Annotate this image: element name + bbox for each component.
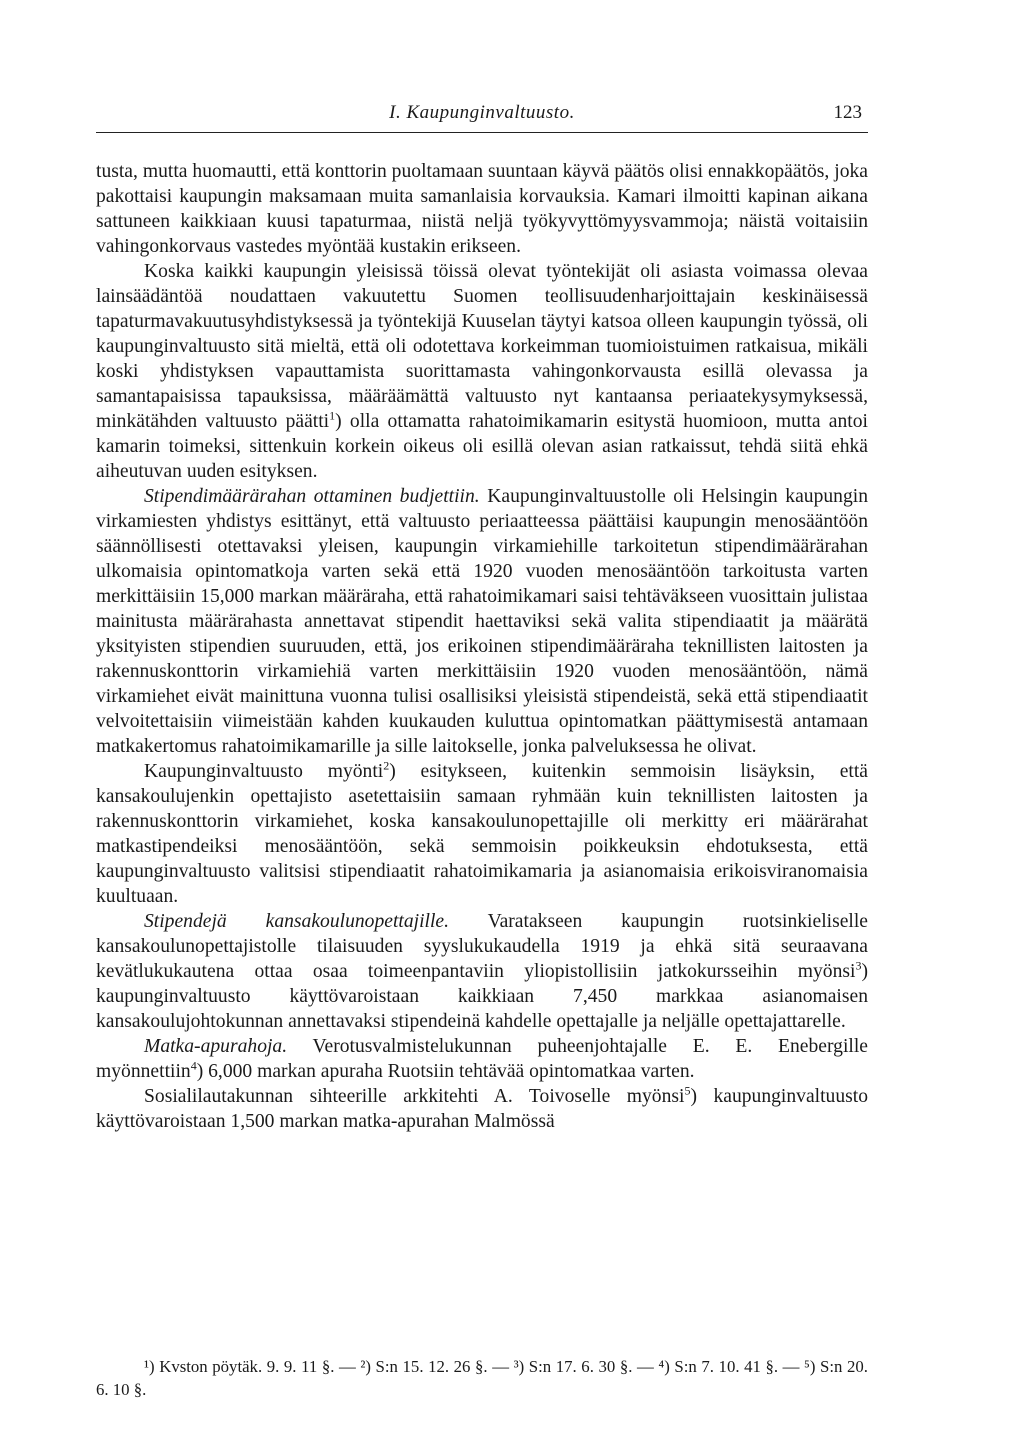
paragraph: Matka-apurahoja. Verotusvalmistelukunnan puheenjohtajalle E. E. Enebergille myönnettiin$^4$) 6,000 markan apuraha Ruotsiin tehtävää opintomatkaa varten. (96, 1036, 868, 1082)
paragraph: Kaupunginvaltuusto myönti$^2$) esitykseen, kuitenkin semmoisin lisäyksin, että kansakoulujenkin opettajisto asetettaisiin samaan ryhmään kuin teknillisten laitosten ja rakennuskonttorin virkamiehet, koska kansakoulunopettajille oli merkitty eri määrärahat matkastipendeiksi menosääntöön, sekä semmoisin poikkeuksin ehdotuksesta, että kaupunginvaltuusto valitsisi stipendiaatit rahatoimikamaria ja asianomaisia erikoisviranomaisia kuultuaan. (96, 758, 868, 907)
footnote-ref: 5 (684, 1083, 691, 1098)
page-number: 123 (833, 102, 862, 123)
footnote-ref: 3 (855, 958, 862, 973)
running-title: I. Kaupunginvaltuusto. (389, 102, 575, 123)
footnotes (96, 1355, 868, 1401)
footnote-text: ¹) Kvston pöytäk. 9. 9. 11 §. — ²) S:n 15. 12. 26 §. — ³) S:n 17. 6. 30 §. — ⁴) S:n 7. 10. 41 §. — ⁵) S:n 20. 6. 10 §. (96, 1357, 868, 1399)
document-page (96, 96, 868, 1134)
footnote-ref: 1 (329, 408, 336, 423)
header-rule (96, 132, 868, 133)
paragraph: tusta, mutta huomautti, että konttorin puoltamaan suuntaan käyvä päätös olisi ennakkopäätös, joka pakottaisi kaupungin maksamaan muita samanlaisia korvauksia. Kamari ilmoitti kapinan aikana sattuneen kaikkiaan kuusi tapaturmaa, niistä neljä työkyvyttömyysvammoja; näistä voitaisiin vahingonkorvaus vastedes myöntää kustakin erikseen. (96, 161, 868, 257)
paragraph: Stipendimäärärahan ottaminen budjettiin. Kaupunginvaltuustolle oli Helsingin kaupungin virkamiesten yhdistys esittänyt, että valtuusto periaatteessa päättäisi kaupungin menosääntöön säännöllisesti otettavaksi yleisen, kaupungin virkamiehille tarkoitetun stipendimäärärahan ulkomaisia opintomatkoja varten sekä että 1920 vuoden menosääntöön tarkoitusta varten merkittäisiin 15,000 markan määräraha, että rahatoimikamari saisi tehtäväkseen vuosittain julistaa mainitusta määrärahasta annettavat stipendit haettaviksi sekä valita stipendiaatit ja määrätä yksityisten stipendien suuruuden, että, jos erikoinen stipendimääräraha teknillisten laitosten ja rakennuskonttorin virkamiehiä varten merkittäisiin 1920 vuoden menosääntöön, nämä virkamiehet eivät mainittuna vuonna tulisi osallisiksi yleisistä stipendeistä, sekä että stipendiaatit velvoitettaisiin viimeistään kahden kuukauden kuluttua opintomatkan päättymisestä antamaan matkakertomus rahatoimikamarille ja sille laitokselle, jonka palveluksessa he olivat. (96, 486, 869, 757)
paragraph: Stipendejä kansakoulunopettajille. Varatakseen kaupungin ruotsinkieliselle kansakoulunopettajistolle tilaisuuden syyslukukaudella 1919 ja ehkä sitä seuraavana kevätlukukautena ottaa osaa toimeenpantaviin yliopistollisiin jatkokursseihin myönsi$^3$) kaupunginvaltuusto käyttövaroistaan kaikkiaan 7,450 markkaa asianomaisen kansakoulujohtokunnan annettavaksi stipendeinä kahdelle opettajalle ja neljälle opettajattarelle. (96, 911, 868, 1032)
paragraph: Koska kaikki kaupungin yleisissä töissä olevat työntekijät oli asiasta voimassa olevaa lainsäädäntöä noudattaen vakuutettu Suomen teollisuudenharjoittajain keskinäisessä tapaturmavakuutusyhdistyksessä ja työntekijä Kuuselan täytyi katsoa olleen kaupungin työssä, oli kaupunginvaltuusto sitä mieltä, että oli odotettava korkeimman tuomioistuimen ratkaisua, mikäli koski yhdistyksen vapauttamista suorittamasta vahingonkorvausta esillä olevassa ja samantapaisissa tapauksissa, määräämättä valtuusto nyt kantaansa periaatekysymyksessä, minkätähden valtuusto päätti$^1$) olla ottamatta rahatoimikamarin esitystä huomioon, mutta antoi kamarin toimeksi, sittenkuin korkein oikeus oli esillä olevan asian ratkaissut, tehdä siitä ehkä aiheutuvan uuden esityksen. (96, 261, 868, 482)
paragraph: Sosialilautakunnan sihteerille arkkitehti A. Toivoselle myönsi$^5$) kaupunginvaltuusto käyttövaroistaan 1,500 markan matka-apurahan Malmössä (96, 1083, 869, 1132)
footnote-ref: 4 (190, 1058, 197, 1073)
body-text (96, 159, 868, 1134)
section-heading: Stipendejä kansakoulunopettajille. (144, 911, 450, 932)
section-heading: Matka-apurahoja. (144, 1036, 288, 1057)
page-header (96, 96, 868, 126)
section-heading: Stipendimäärärahan ottaminen budjettiin. (144, 486, 480, 507)
footnote-ref: 2 (383, 758, 390, 773)
